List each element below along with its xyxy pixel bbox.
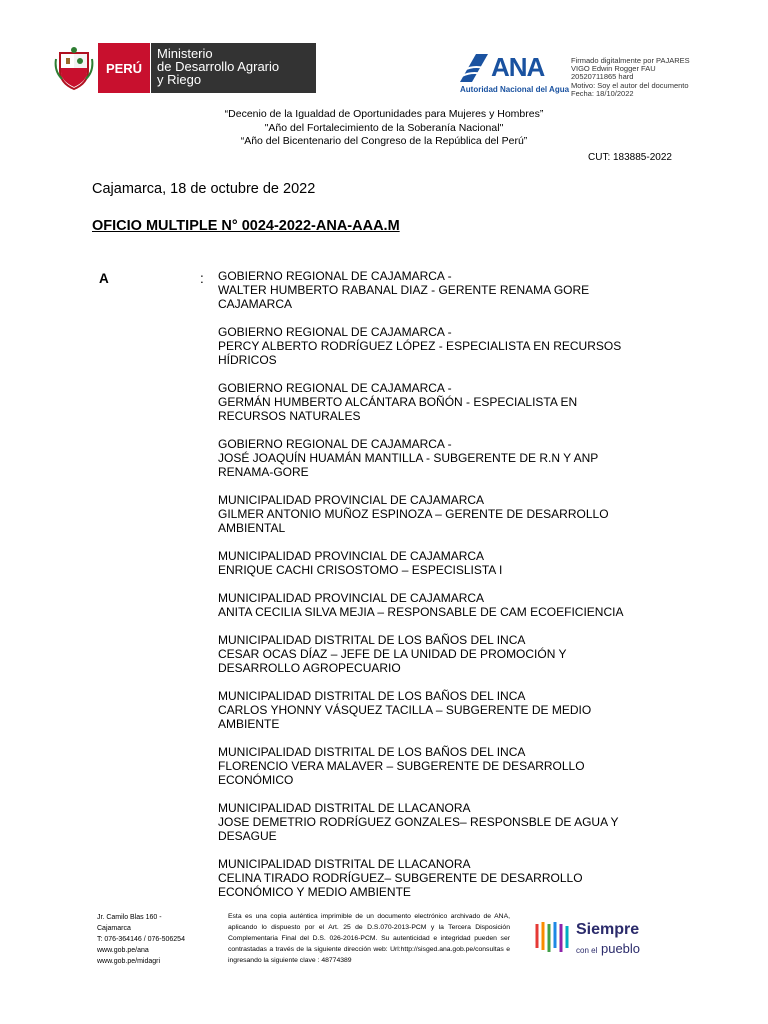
recipient-line: CARLOS YHONNY VÁSQUEZ TACILLA – SUBGERENTE DE MEDIO bbox=[218, 703, 592, 717]
recipient-line: MUNICIPALIDAD PROVINCIAL DE CAJAMARCA bbox=[218, 493, 485, 507]
slogan-sub bbox=[576, 941, 640, 956]
slogan-small: con el bbox=[576, 946, 598, 955]
motto-line: “Decenio de la Igualdad de Oportunidades para Mujeres y Hombres” bbox=[224, 108, 544, 120]
recipient-line: PERCY ALBERTO RODRÍGUEZ LÓPEZ - ESPECIALISTA EN RECURSOS bbox=[218, 339, 622, 353]
authenticity-note: Esta es una copia auténtica imprimible de un documento electrónico archivado de ANA, aplicando lo dispuesto por el Art. 25 de D.S.070-2013-PCM y la Tercera Disposición Complementaria Final del D.S. 026-2016-PCM. Su autenticidad e integridad pueden ser contrastadas a través de la siguiente dirección web: Url:http://sisged.ana.gob.pe/consultas e ingresando la siguiente clave : 48774389 bbox=[228, 913, 510, 964]
motto-line: "Año del Fortalecimiento de la Soberanía Nacional" bbox=[264, 121, 504, 134]
year-mottos bbox=[0, 108, 768, 149]
addressee-label: A bbox=[99, 271, 109, 286]
recipient-line: MUNICIPALIDAD DISTRITAL DE LLACANORA bbox=[218, 857, 471, 871]
recipient-entry bbox=[218, 857, 668, 899]
midagri-website-link[interactable]: www.gob.pe/midagri bbox=[97, 958, 161, 965]
motto-line: “Año del Bicentenario del Congreso de la República del Perú” bbox=[240, 135, 528, 147]
recipient-line: GOBIERNO REGIONAL DE CAJAMARCA - bbox=[218, 437, 452, 451]
slogan-end: pueblo bbox=[600, 941, 641, 956]
recipient-line: JOSE DEMETRIO RODRÍGUEZ GONZALES– RESPONSBLE DE AGUA Y bbox=[218, 815, 619, 829]
recipient-line: RECURSOS NATURALES bbox=[218, 409, 361, 423]
peru-coat-of-arms-icon bbox=[50, 43, 98, 93]
recipient-line: ENRIQUE CACHI CRISOSTOMO – ESPECISLISTA I bbox=[218, 563, 503, 577]
ministry-line-1: Ministerio bbox=[157, 46, 213, 61]
footer-address bbox=[97, 912, 217, 967]
signature-line: 20520711865 hard bbox=[571, 72, 634, 82]
ministry-name bbox=[150, 43, 316, 93]
recipient-line: GOBIERNO REGIONAL DE CAJAMARCA - bbox=[218, 269, 452, 283]
slogan-main: Siempre bbox=[576, 921, 640, 938]
recipient-line: DESAGUE bbox=[218, 829, 277, 843]
recipient-line: MUNICIPALIDAD DISTRITAL DE LOS BAÑOS DEL INCA bbox=[218, 689, 526, 703]
recipient-line: CAJAMARCA bbox=[218, 297, 293, 311]
recipient-line: AMBIENTAL bbox=[218, 521, 286, 535]
recipient-entry bbox=[218, 325, 668, 367]
signature-line: Motivo: Soy el autor del documento bbox=[571, 80, 689, 90]
recipient-entry bbox=[218, 381, 668, 423]
recipient-line: DESARROLLO AGROPECUARIO bbox=[218, 661, 401, 675]
recipient-entry bbox=[218, 591, 668, 619]
recipient-line: AMBIENTE bbox=[218, 717, 280, 731]
recipient-line: WALTER HUMBERTO RABANAL DIAZ - GERENTE RENAMA GORE bbox=[218, 283, 590, 297]
recipient-entry bbox=[218, 745, 668, 787]
recipient-line: FLORENCIO VERA MALAVER – SUBGERENTE DE DESARROLLO bbox=[218, 759, 585, 773]
recipient-line: MUNICIPALIDAD DISTRITAL DE LOS BAÑOS DEL INCA bbox=[218, 745, 526, 759]
recipient-entry bbox=[218, 689, 668, 731]
signature-line: Fecha: 18/10/2022 bbox=[571, 88, 634, 98]
recipient-line: CELINA TIRADO RODRÍGUEZ– SUBGERENTE DE DESARROLLO bbox=[218, 871, 583, 885]
recipient-line: GILMER ANTONIO MUÑOZ ESPINOZA – GERENTE DE DESARROLLO bbox=[218, 507, 609, 521]
recipient-line: CESAR OCAS DÍAZ – JEFE DE LA UNIDAD DE PROMOCIÓN Y bbox=[218, 647, 567, 661]
peru-label: PERÚ bbox=[98, 43, 150, 93]
recipient-entry bbox=[218, 269, 668, 311]
recipient-entry bbox=[218, 437, 668, 479]
address-line: Cajamarca bbox=[97, 925, 131, 932]
signature-line: Firmado digitalmente por PAJARES bbox=[571, 56, 690, 65]
digital-signature bbox=[571, 57, 761, 98]
document-date: Cajamarca, 18 de octubre de 2022 bbox=[92, 181, 316, 197]
recipient-entry bbox=[218, 493, 668, 535]
recipient-line: GOBIERNO REGIONAL DE CAJAMARCA - bbox=[218, 325, 452, 339]
recipient-entry bbox=[218, 549, 668, 577]
phone-line: T: 076-364146 / 076-506254 bbox=[97, 936, 185, 943]
signature-line: VIGO Edwin Rogger FAU bbox=[571, 64, 656, 74]
ana-website-link[interactable]: www.gob.pe/ana bbox=[97, 947, 149, 954]
recipient-line: MUNICIPALIDAD PROVINCIAL DE CAJAMARCA bbox=[218, 549, 485, 563]
recipient-line: MUNICIPALIDAD DISTRITAL DE LOS BAÑOS DEL INCA bbox=[218, 633, 526, 647]
recipient-entry bbox=[218, 801, 668, 843]
ministry-line-2: de Desarrollo Agrario bbox=[157, 59, 280, 74]
recipient-line: RENAMA-GORE bbox=[218, 465, 309, 479]
cut-number: CUT: 183885-2022 bbox=[588, 152, 672, 163]
recipient-line: JOSÉ JOAQUÍN HUAMÁN MANTILLA - SUBGERENTE DE R.N Y ANP bbox=[218, 451, 599, 465]
government-logo bbox=[50, 43, 316, 93]
recipient-line: MUNICIPALIDAD DISTRITAL DE LLACANORA bbox=[218, 801, 471, 815]
recipient-list bbox=[218, 269, 668, 913]
recipient-line: MUNICIPALIDAD PROVINCIAL DE CAJAMARCA bbox=[218, 591, 485, 605]
recipient-line: GOBIERNO REGIONAL DE CAJAMARCA - bbox=[218, 381, 452, 395]
recipient-line: ANITA CECILIA SILVA MEJIA – RESPONSABLE DE CAM ECOEFICIENCIA bbox=[218, 605, 624, 619]
address-line: Jr. Camilo Blas 160 - bbox=[97, 914, 162, 921]
recipient-entry bbox=[218, 633, 668, 675]
recipient-line: ECONÓMICO Y MEDIO AMBIENTE bbox=[218, 885, 411, 899]
recipient-line: GERMÁN HUMBERTO ALCÁNTARA BOÑÓN - ESPECIALISTA EN bbox=[218, 395, 578, 409]
document-title: OFICIO MULTIPLE N° 0024-2022-ANA-AAA.M bbox=[92, 218, 400, 234]
ana-subtitle: Autoridad Nacional del Agua bbox=[460, 85, 570, 94]
ana-name: ANA bbox=[491, 52, 545, 82]
addressee-colon: : bbox=[200, 271, 204, 286]
recipient-line: ECONÓMICO bbox=[218, 773, 294, 787]
recipient-line: HÍDRICOS bbox=[218, 353, 277, 367]
ministry-line-3: y Riego bbox=[157, 72, 202, 87]
